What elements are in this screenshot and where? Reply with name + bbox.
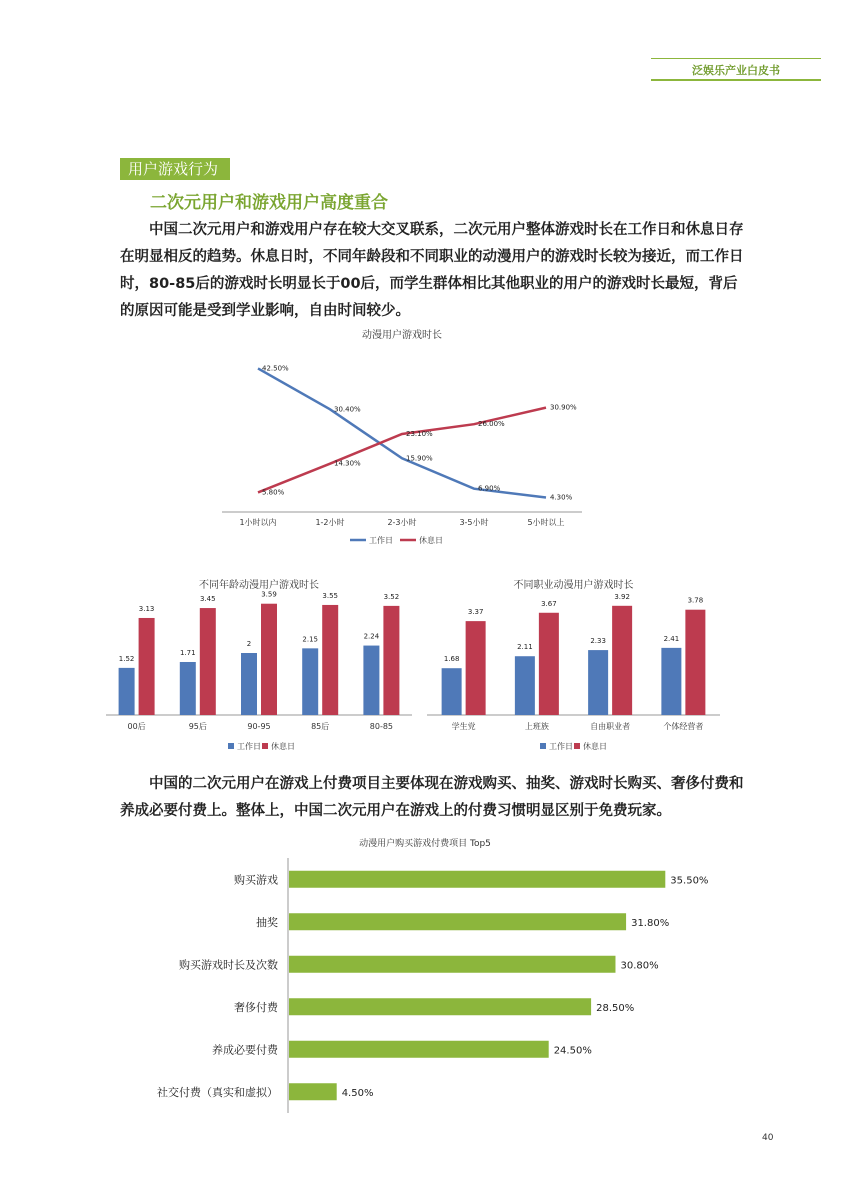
hbar-bar — [289, 871, 665, 888]
age-bar-chart-tick-label: 00后 — [127, 722, 146, 731]
age-bar-chart-bar — [383, 606, 399, 715]
age-bar-chart-tick-label: 95后 — [188, 722, 207, 731]
body-paragraph-2: 中国的二次元用户在游戏上付费项目主要体现在游戏购买、抽奖、游戏时长购买、奢侈付费和养成必要付费上。整体上，中国二次元用户在游戏上的付费习惯明显区别于免费玩家。 — [120, 776, 744, 819]
job-bar-chart-data-label: 3.92 — [614, 592, 630, 601]
hbar-data-label: 31.80% — [631, 917, 670, 929]
hbar-bar — [289, 1041, 549, 1058]
age-bar-chart-bar — [119, 668, 135, 715]
legend-swatch-box — [574, 743, 580, 749]
line-chart-tick-label: 1小时以内 — [239, 518, 277, 527]
age-bar-chart-data-label: 2.15 — [302, 635, 318, 644]
age-bar-chart-bar — [322, 605, 338, 715]
hbar-category-label: 社交付费（真实和虚拟） — [157, 1085, 278, 1099]
job-bar-chart-bar — [466, 621, 486, 715]
job-bar-chart-data-label: 3.78 — [687, 596, 704, 605]
line-chart-title: 动漫用户游戏时长 — [362, 330, 442, 341]
hbar-category-label: 购买游戏 — [234, 873, 278, 887]
line-data-label: 26.00% — [478, 420, 505, 429]
age-bar-chart-data-label: 3.59 — [261, 590, 277, 599]
age-bar-chart-bar — [241, 653, 257, 715]
age-bar-chart-bar — [180, 662, 196, 715]
line-data-label: 4.30% — [550, 493, 573, 502]
hbar-category-label: 购买游戏时长及次数 — [179, 958, 278, 972]
legend-label: 休息日 — [271, 742, 295, 751]
line-chart-tick-label: 5小时以上 — [527, 518, 565, 527]
line-data-label: 23.10% — [406, 429, 433, 438]
age-bar-chart-data-label: 3.13 — [138, 604, 155, 613]
age-bar-chart-tick-label: 80-85 — [369, 722, 394, 731]
section-badge: 用户游戏行为 — [120, 158, 230, 180]
hbar-category-label: 养成必要付费 — [212, 1043, 278, 1057]
job-bar-chart-data-label: 2.41 — [663, 634, 680, 643]
job-bar-chart-tick-label: 自由职业者 — [590, 722, 631, 731]
job-bar-chart-bar — [539, 613, 559, 715]
hbar-bar — [289, 913, 626, 930]
legend-label: 工作日 — [369, 536, 393, 545]
hbar-chart-title: 动漫用户购买游戏付费项目 Top5 — [359, 839, 491, 849]
job-bar-chart-data-label: 3.37 — [467, 608, 484, 617]
job-bar-chart-tick-label: 个体经营者 — [663, 722, 704, 731]
job-bar-chart-data-label: 3.67 — [541, 599, 557, 608]
age-bar-chart-tick-label: 85后 — [311, 722, 330, 731]
job-bar-chart-data-label: 2.11 — [517, 643, 533, 652]
line-data-label: 15.90% — [406, 454, 433, 463]
hbar-data-label: 28.50% — [596, 1002, 635, 1014]
age-bar-chart-data-label: 3.45 — [200, 595, 216, 604]
line-data-label: 14.30% — [334, 459, 361, 468]
hbar-category-label: 奢侈付费 — [234, 1000, 278, 1014]
job-bar-chart-bar — [442, 668, 462, 715]
line-chart-tick-label: 3-5小时 — [459, 518, 489, 527]
line-data-label: 30.40% — [334, 405, 361, 414]
age-bar-chart-title: 不同年龄动漫用户游戏时长 — [199, 580, 319, 591]
header-title: 泛娱乐产业白皮书 — [692, 64, 780, 77]
age-bar-chart-bar — [261, 604, 277, 715]
age-bar-chart-data-label: 1.52 — [118, 654, 135, 663]
legend-swatch-box — [262, 743, 268, 749]
legend-label: 工作日 — [549, 742, 573, 751]
age-bar-chart-bar — [200, 608, 216, 715]
job-bar-chart-tick-label: 上班族 — [524, 722, 549, 731]
legend-label: 工作日 — [237, 742, 261, 751]
hbar-data-label: 4.50% — [341, 1087, 374, 1099]
age-bar-chart-tick-label: 90-95 — [247, 722, 271, 731]
hbar-data-label: 30.80% — [620, 960, 659, 972]
age-bar-chart-bar — [363, 646, 379, 715]
age-bar-chart-bar — [302, 648, 318, 715]
job-bar-chart-bar — [515, 656, 535, 715]
hbar-bar — [289, 998, 591, 1015]
hbar-category-label: 抽奖 — [256, 915, 278, 929]
line-chart-tick-label: 1-2小时 — [315, 518, 345, 527]
line-data-label: 6.90% — [478, 484, 501, 493]
job-bar-chart-data-label: 1.68 — [443, 655, 460, 664]
age-bar-chart-data-label: 2 — [246, 640, 252, 648]
line-data-label: 5.80% — [262, 488, 285, 497]
line-data-label: 30.90% — [550, 403, 577, 412]
legend-swatch-box — [228, 743, 234, 749]
hbar-bar — [289, 1083, 337, 1100]
job-bar-chart-bar — [661, 648, 681, 715]
age-bar-chart-data-label: 3.55 — [322, 591, 338, 600]
job-bar-chart-title: 不同职业动漫用户游戏时长 — [513, 580, 634, 591]
legend-swatch-box — [540, 743, 546, 749]
legend-label: 休息日 — [583, 742, 607, 751]
hbar-data-label: 35.50% — [670, 875, 709, 887]
job-bar-chart-data-label: 2.33 — [590, 637, 606, 646]
line-data-label: 42.50% — [262, 364, 289, 373]
age-bar-chart-data-label: 3.52 — [383, 592, 400, 601]
age-bar-chart-data-label: 2.24 — [363, 632, 380, 641]
page-number: 40 — [762, 1133, 774, 1143]
age-bar-chart-bar — [139, 618, 155, 715]
hbar-data-label: 24.50% — [553, 1045, 592, 1057]
hbar-bar — [289, 956, 615, 973]
age-bar-chart-data-label: 1.71 — [180, 648, 196, 657]
job-bar-chart-bar — [612, 606, 632, 715]
body-paragraph-1: 中国二次元用户和游戏用户存在较大交叉联系，二次元用户整体游戏时长在工作日和休息日存在明显相反的趋势。休息日时，不同年龄段和不同职业的动漫用户的游戏时长较为接近，而工作日时，80-85后的游戏时长明显长于00后，而学生群体相比其他职业的用户的游戏时长最短，背后的原因可能是受到学业影响，自由时间较少。 — [120, 222, 744, 319]
section-subtitle: 二次元用户和游戏用户高度重合 — [150, 193, 388, 213]
job-bar-chart-tick-label: 学生党 — [451, 722, 476, 731]
legend-label: 休息日 — [419, 536, 443, 545]
job-bar-chart-bar — [685, 610, 705, 715]
job-bar-chart-bar — [588, 650, 608, 715]
line-chart-tick-label: 2-3小时 — [387, 518, 417, 527]
